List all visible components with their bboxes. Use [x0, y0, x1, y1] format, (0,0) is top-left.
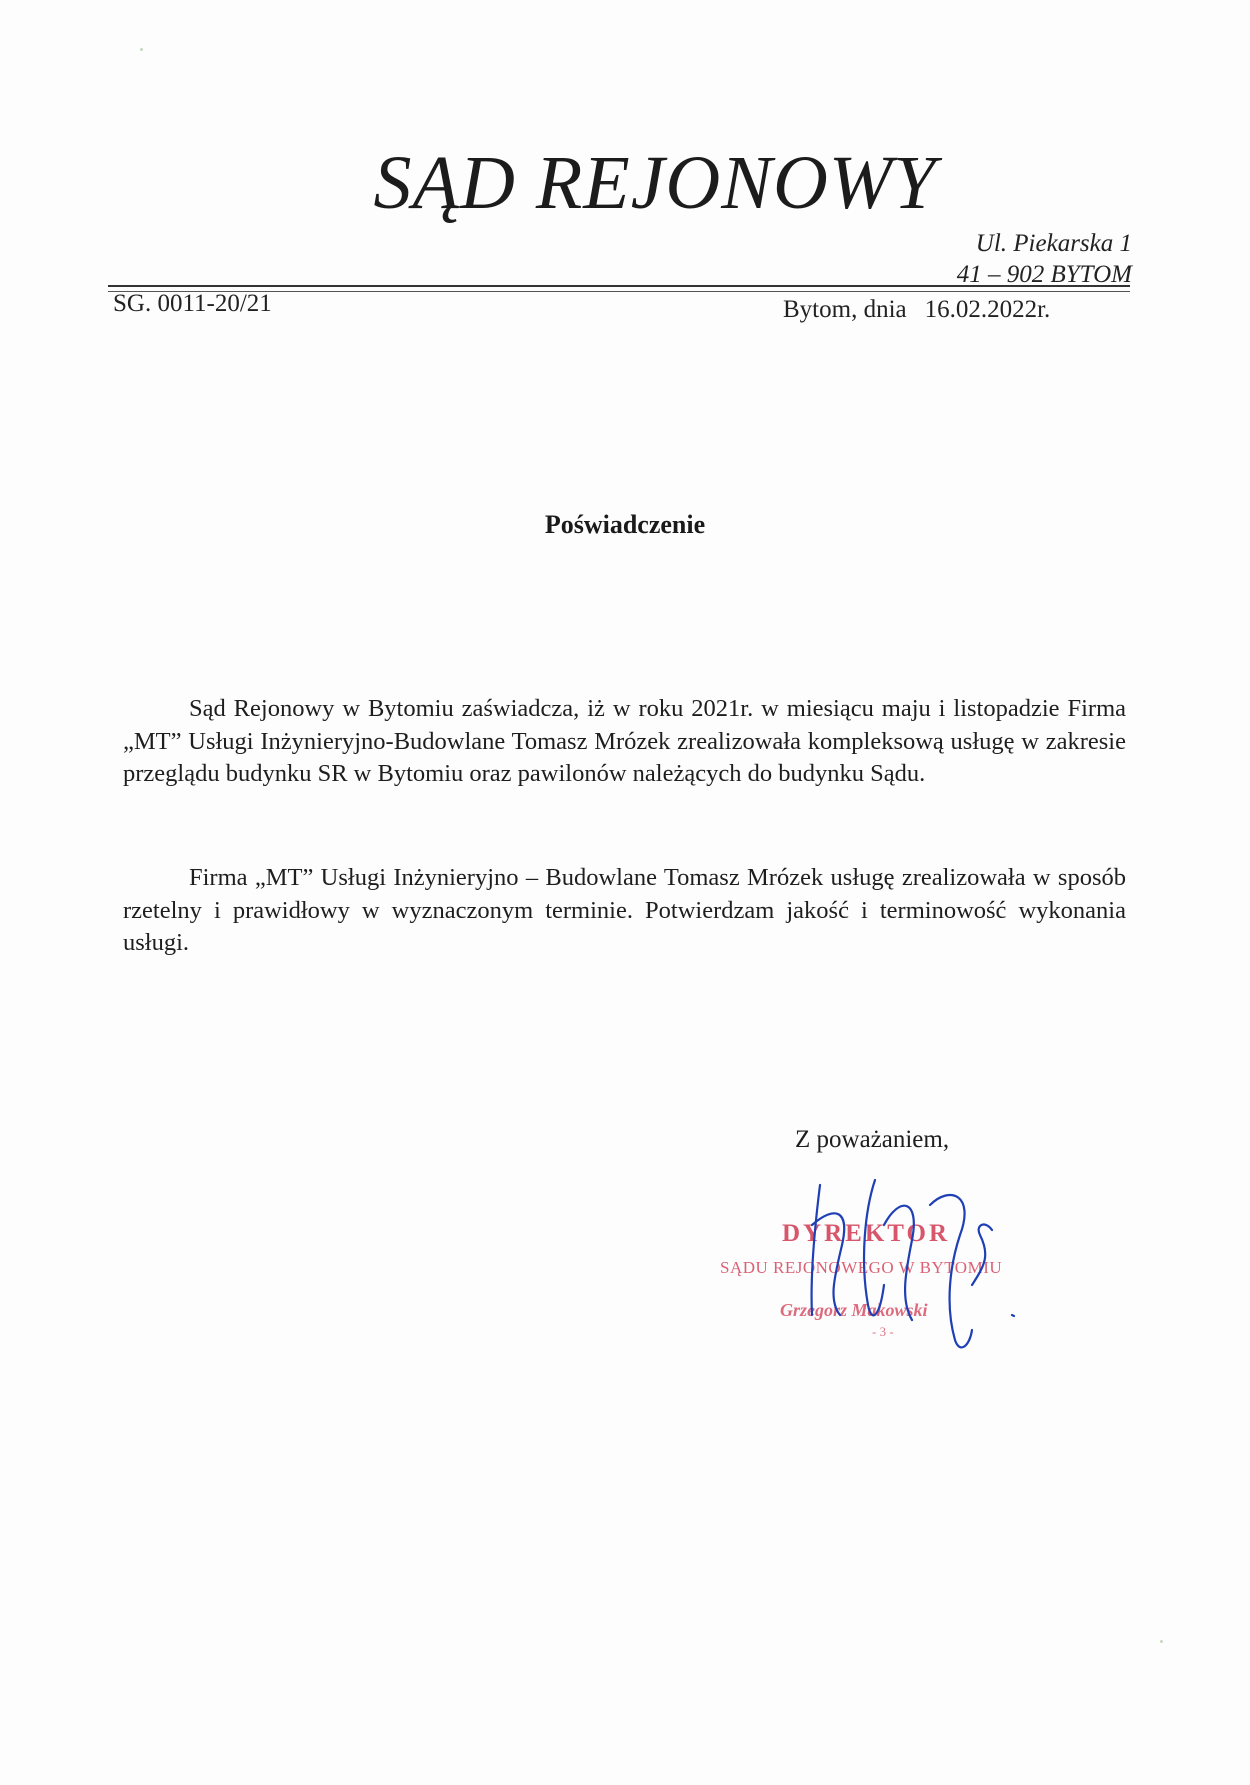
header-divider	[108, 285, 1130, 287]
court-name: SĄD REJONOWY	[373, 141, 937, 225]
scan-speck	[1160, 1640, 1163, 1643]
stamp-title: DYREKTOR	[782, 1220, 951, 1247]
document-heading: Poświadczenie	[544, 510, 706, 539]
place-label: Bytom, dnia	[783, 296, 907, 323]
letter-date: 16.02.2022r.	[924, 296, 1051, 323]
handwritten-signature	[780, 1165, 1040, 1365]
reference-number: SG. 0011-20/21	[113, 290, 272, 317]
stamp-subtitle: SĄDU REJONOWEGO W BYTOMIU	[720, 1258, 1003, 1277]
body-paragraph-2: Firma „MT” Usługi Inżynieryjno – Budowlane Tomasz Mrózek usługę zrealizowała w sposób rzetelny i prawidłowy w wyznaczonym terminie. Potwierdzam jakość i terminowość wykonania usługi.	[123, 864, 1126, 956]
body-paragraph-1: Sąd Rejonowy w Bytomiu zaświadcza, iż w roku 2021r. w miesiącu maju i listopadzie Firma „MT” Usługi Inżynieryjno-Budowlane Tomasz Mrózek zrealizowała kompleksową usługę w zakresie przeglądu budynku SR w Bytomiu oraz pawilonów należących do budynku Sądu.	[123, 695, 1126, 787]
date-line	[783, 296, 1050, 324]
address-street: Ul. Piekarska 1	[975, 230, 1132, 257]
closing-salutation: Z poważaniem,	[795, 1126, 950, 1153]
stamp-mark: - 3 -	[872, 1324, 894, 1339]
scan-speck	[140, 48, 143, 51]
stamp-name: Grzegorz Makowski	[780, 1300, 928, 1320]
address-city: 41 – 902 BYTOM	[956, 261, 1132, 288]
court-address	[957, 228, 1132, 290]
